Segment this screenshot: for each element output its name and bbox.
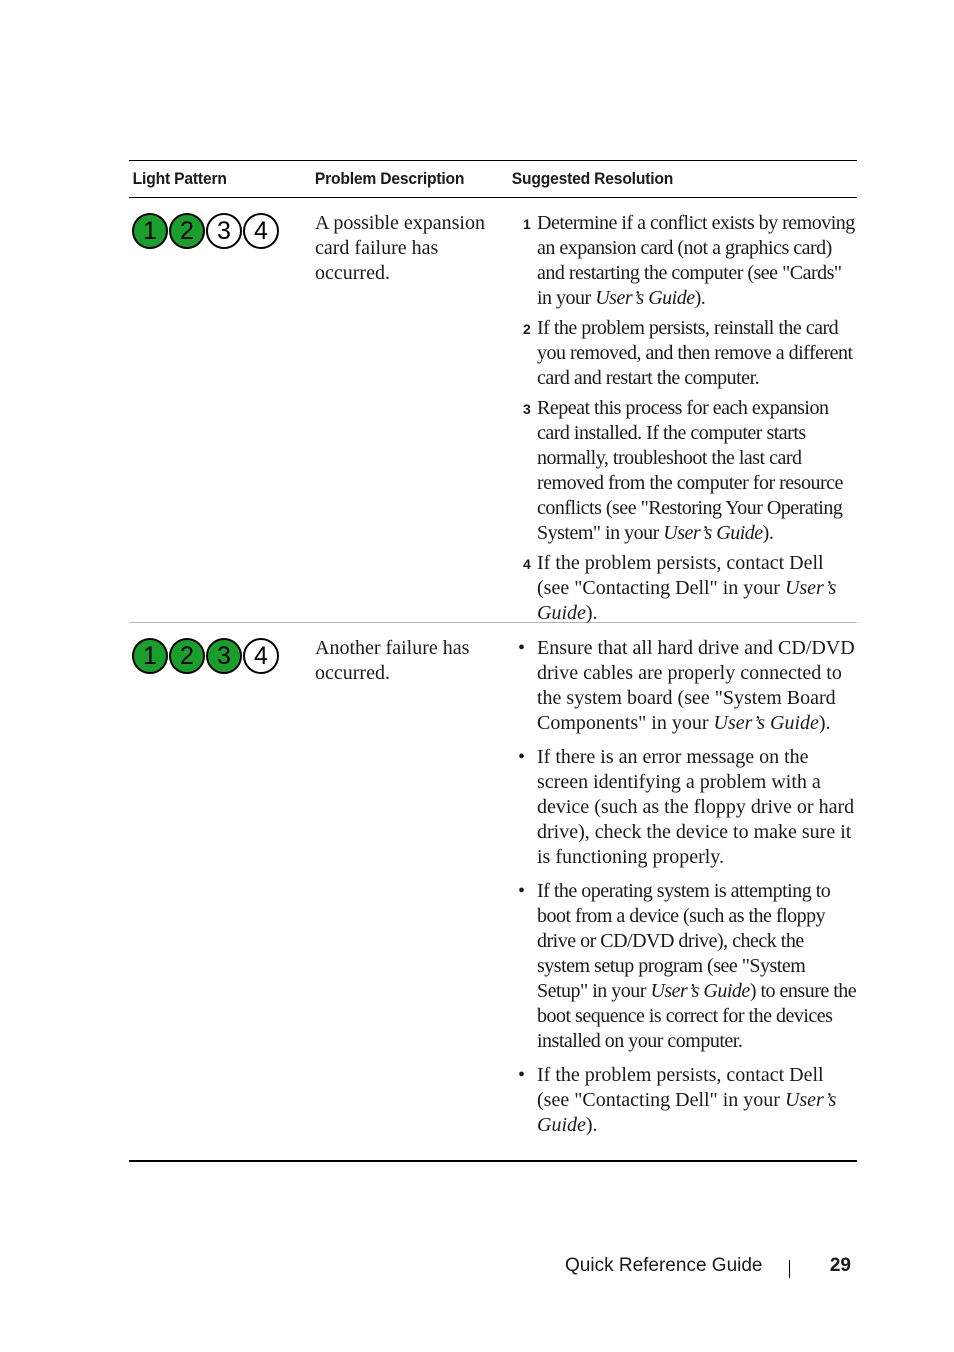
suggested-resolution bbox=[518, 636, 858, 1147]
resolution-step bbox=[518, 211, 858, 311]
diagnostic-light-2-icon: 2 bbox=[169, 213, 205, 249]
step-text-end: ). bbox=[762, 522, 774, 544]
resolution-step bbox=[518, 396, 858, 546]
bullet-icon: • bbox=[518, 746, 526, 768]
guide-reference: User’s Guide bbox=[537, 577, 837, 624]
problem-description: Another failure has occurred. bbox=[315, 637, 470, 684]
resolution-step bbox=[518, 316, 858, 391]
bullet-text-end: ) to ensure the boot sequence is correct for the devices installed on your computer. bbox=[537, 980, 857, 1052]
guide-reference: User’s Guide bbox=[595, 287, 695, 309]
step-text: If the problem persists, reinstall the card you removed, and then remove a different card and restart the computer. bbox=[537, 317, 853, 389]
bullet-icon: • bbox=[518, 637, 526, 659]
resolution-bullet bbox=[518, 1063, 858, 1138]
diagnostic-light-3-icon: 3 bbox=[206, 638, 242, 674]
bullet-icon: • bbox=[518, 880, 525, 902]
step-text-end: ). bbox=[585, 602, 598, 624]
footer-divider bbox=[789, 1260, 790, 1278]
suggested-resolution bbox=[518, 211, 858, 631]
guide-reference: User’s Guide bbox=[650, 980, 750, 1002]
header-problem-description: Problem Description bbox=[314, 169, 465, 188]
table-header bbox=[129, 161, 857, 198]
step-text: Repeat this process for each expansion card installed. If the computer starts normally, troubleshoot the last card removed from the computer for resource conflicts (see "Restoring Your Operating System" in your bbox=[537, 397, 843, 544]
problem-description: A possible expansion card failure has occurred. bbox=[315, 212, 485, 284]
bullet-text-end: ). bbox=[585, 1114, 598, 1136]
header-light-pattern: Light Pattern bbox=[132, 169, 227, 188]
page-number: 29 bbox=[829, 1255, 851, 1276]
step-text: If the problem persists, contact Dell (see "Contacting Dell" in your bbox=[537, 552, 824, 599]
step-text: Determine if a conflict exists by removing an expansion card (not a graphics card) and restarting the computer (see "Cards" in your bbox=[537, 212, 855, 309]
diagnostic-light-1-icon: 1 bbox=[132, 638, 168, 674]
diagnostic-light-2-icon: 2 bbox=[169, 638, 205, 674]
step-number: 1 bbox=[523, 216, 531, 232]
step-number: 2 bbox=[523, 321, 531, 337]
bullet-text: If the operating system is attempting to boot from a device (such as the floppy drive or CD/DVD drive), check the system setup program (see "System Setup" in your bbox=[537, 880, 831, 1002]
diagnostic-light-4-icon: 4 bbox=[243, 638, 279, 674]
bullet-icon: • bbox=[518, 1064, 526, 1086]
step-number: 4 bbox=[523, 556, 531, 572]
table-row bbox=[129, 623, 857, 1162]
diagnostic-light-3-icon: 3 bbox=[206, 213, 242, 249]
bullet-text: If there is an error message on the screen identifying a problem with a device (such as the floppy drive or hard drive), check the device to make sure it is functioning properly. bbox=[537, 746, 855, 868]
guide-reference: User’s Guide bbox=[537, 1089, 837, 1136]
page-footer bbox=[0, 1255, 954, 1281]
table-row bbox=[129, 198, 857, 623]
resolution-bullet bbox=[518, 745, 858, 870]
diagnostic-light-4-icon: 4 bbox=[243, 213, 279, 249]
header-suggested-resolution: Suggested Resolution bbox=[511, 169, 674, 188]
guide-reference: User’s Guide bbox=[713, 712, 819, 734]
bullet-text: Ensure that all hard drive and CD/DVD drive cables are properly connected to the system board (see "System Board Components" in your bbox=[537, 637, 855, 734]
step-number: 3 bbox=[523, 401, 531, 417]
step-text-end: ). bbox=[694, 287, 706, 309]
guide-title: Quick Reference Guide bbox=[565, 1255, 763, 1276]
resolution-step bbox=[518, 551, 858, 626]
resolution-bullet bbox=[518, 879, 858, 1054]
resolution-bullet bbox=[518, 636, 858, 736]
light-pattern bbox=[132, 638, 279, 674]
diagnostic-light-1-icon: 1 bbox=[132, 213, 168, 249]
guide-reference: User’s Guide bbox=[663, 522, 763, 544]
light-pattern bbox=[132, 213, 279, 249]
bullet-text: If the problem persists, contact Dell (see "Contacting Dell" in your bbox=[537, 1064, 824, 1111]
diagnostic-lights-table bbox=[129, 160, 857, 1162]
bullet-text-end: ). bbox=[818, 712, 831, 734]
